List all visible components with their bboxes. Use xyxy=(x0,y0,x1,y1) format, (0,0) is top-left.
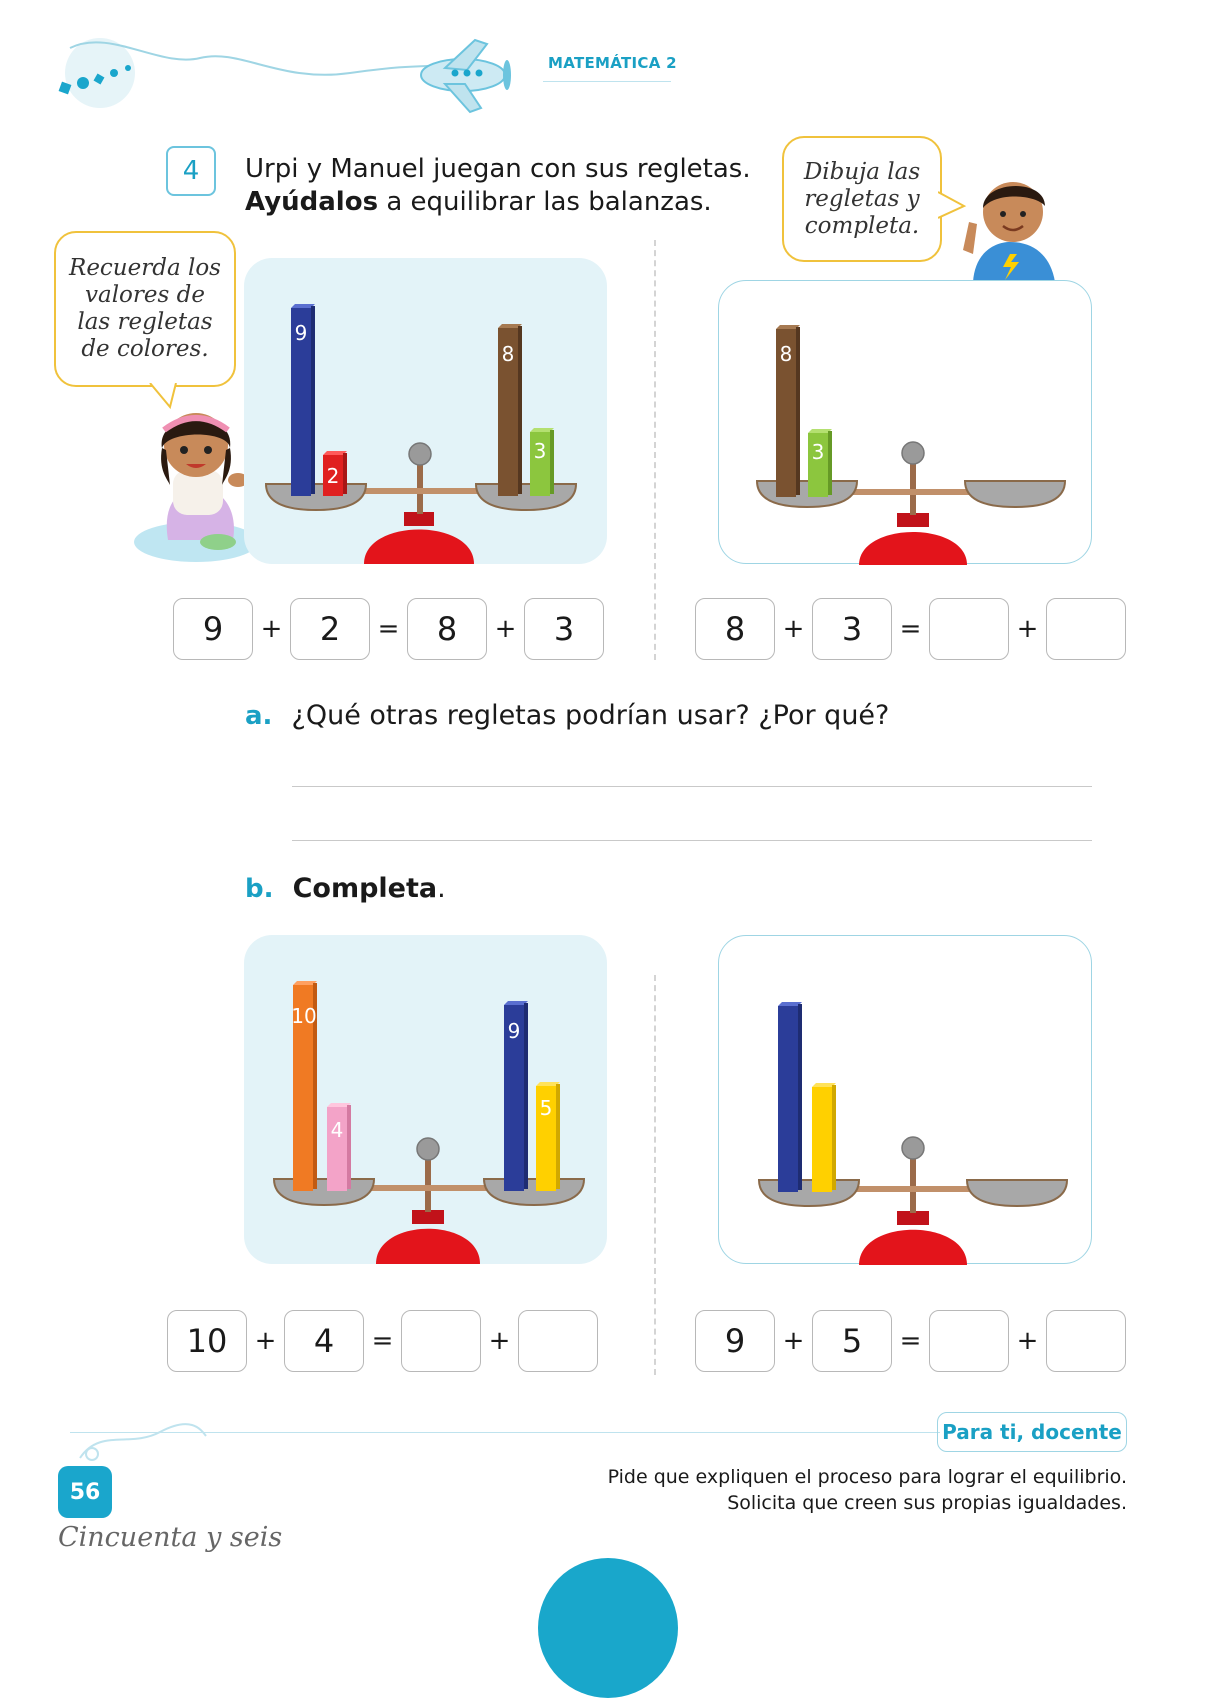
balance-panel-4 xyxy=(718,935,1092,1264)
teacher-badge: Para ti, docente xyxy=(937,1412,1127,1452)
plus-sign: + xyxy=(1016,614,1039,644)
equals-sign: = xyxy=(899,614,922,644)
rod-label: 9 xyxy=(507,1019,521,1043)
rod-label: 9 xyxy=(294,321,308,345)
balance-panel-1 xyxy=(244,258,607,564)
rod-label: 3 xyxy=(811,440,825,464)
question-b xyxy=(245,873,446,904)
girl-bubble-line: las regletas xyxy=(77,309,213,335)
equation-answer-box[interactable] xyxy=(1046,598,1126,660)
girl-bubble-line: de colores. xyxy=(81,336,209,362)
girl-speech-bubble xyxy=(54,231,236,387)
boy-speech-bubble xyxy=(782,136,942,262)
page-number-words: Cincuenta y seis xyxy=(58,1522,283,1553)
answer-line-2[interactable] xyxy=(292,840,1092,841)
equation-1 xyxy=(173,598,604,660)
balance-panel-2 xyxy=(718,280,1092,564)
question-b-text xyxy=(293,873,446,904)
boy-bubble-line: completa. xyxy=(804,212,920,239)
instruction-line-1: Urpi y Manuel juegan con sus regletas. xyxy=(245,154,751,184)
equation-addend-box: 3 xyxy=(812,598,892,660)
boy-bubble-line: regletas y xyxy=(804,185,920,212)
plus-sign: + xyxy=(782,1326,805,1356)
equation-2 xyxy=(695,598,1126,660)
equation-addend-box: 10 xyxy=(167,1310,247,1372)
question-b-bold: Completa xyxy=(292,873,438,904)
rod-label: 2 xyxy=(326,464,340,488)
balance-scale-4 xyxy=(719,936,1093,1265)
header-decoration xyxy=(50,28,520,118)
balance-scale-1 xyxy=(244,258,607,564)
equation-addend-box: 9 xyxy=(173,598,253,660)
equation-answer-box[interactable] xyxy=(1046,1310,1126,1372)
activity-number: 4 xyxy=(166,146,216,196)
plus-sign: + xyxy=(254,1326,277,1356)
header-underline xyxy=(543,81,671,82)
equation-addend-box: 3 xyxy=(524,598,604,660)
footer-swirl xyxy=(70,1418,210,1468)
plus-sign: + xyxy=(260,614,283,644)
equation-answer-box[interactable] xyxy=(929,1310,1009,1372)
girl-bubble-line: valores de xyxy=(85,282,205,308)
equation-addend-box: 4 xyxy=(284,1310,364,1372)
header-title: MATEMÁTICA 2 xyxy=(548,54,677,72)
girl-bubble-line: Recuerda los xyxy=(69,255,221,281)
boy-illustration xyxy=(955,172,1065,282)
plus-sign: + xyxy=(782,614,805,644)
equation-4 xyxy=(695,1310,1126,1372)
page-number: 56 xyxy=(58,1466,112,1518)
equation-addend-box: 5 xyxy=(812,1310,892,1372)
answer-line-1[interactable] xyxy=(292,786,1092,787)
teacher-note xyxy=(608,1464,1127,1516)
equation-answer-box[interactable] xyxy=(929,598,1009,660)
equals-sign: = xyxy=(899,1326,922,1356)
plus-sign: + xyxy=(494,614,517,644)
balance-scale-2 xyxy=(719,281,1093,565)
footer-line xyxy=(70,1432,940,1433)
equation-addend-box: 9 xyxy=(695,1310,775,1372)
equals-sign: = xyxy=(377,614,400,644)
rod-label: 5 xyxy=(539,1096,553,1120)
balance-panel-3 xyxy=(244,935,607,1264)
question-a xyxy=(245,700,889,731)
activity-instructions xyxy=(245,153,751,219)
question-b-rest: . xyxy=(437,873,446,904)
instruction-rest: a equilibrar las balanzas. xyxy=(378,187,712,217)
equation-addend-box: 8 xyxy=(695,598,775,660)
instruction-bold: Ayúdalos xyxy=(245,187,379,217)
equation-3 xyxy=(167,1310,598,1372)
rod-label: 8 xyxy=(501,342,515,366)
equation-answer-box[interactable] xyxy=(401,1310,481,1372)
equals-sign: = xyxy=(371,1326,394,1356)
vertical-divider-bottom xyxy=(654,975,656,1375)
equation-answer-box[interactable] xyxy=(518,1310,598,1372)
plus-sign: + xyxy=(1016,1326,1039,1356)
equation-addend-box: 2 xyxy=(290,598,370,660)
airplane-icon xyxy=(421,40,511,112)
plus-sign: + xyxy=(488,1326,511,1356)
question-b-letter: b. xyxy=(245,874,274,904)
rod-label: 3 xyxy=(533,439,547,463)
teacher-note-line-2: Solicita que creen sus propias igualdades. xyxy=(727,1492,1127,1514)
rod-label: 8 xyxy=(779,342,793,366)
bottom-decoration-circle xyxy=(538,1558,678,1698)
equation-addend-box: 8 xyxy=(407,598,487,660)
balance-scale-3 xyxy=(244,935,607,1264)
question-a-letter: a. xyxy=(245,701,273,731)
teacher-note-line-1: Pide que expliquen el proceso para lograr el equilibrio. xyxy=(607,1466,1127,1488)
rod-label: 10 xyxy=(291,1004,317,1028)
vertical-divider-top xyxy=(654,240,656,660)
boy-bubble-line: Dibuja las xyxy=(803,158,921,185)
question-a-text: ¿Qué otras regletas podrían usar? ¿Por qué? xyxy=(291,700,890,731)
rod-label: 4 xyxy=(330,1118,344,1142)
